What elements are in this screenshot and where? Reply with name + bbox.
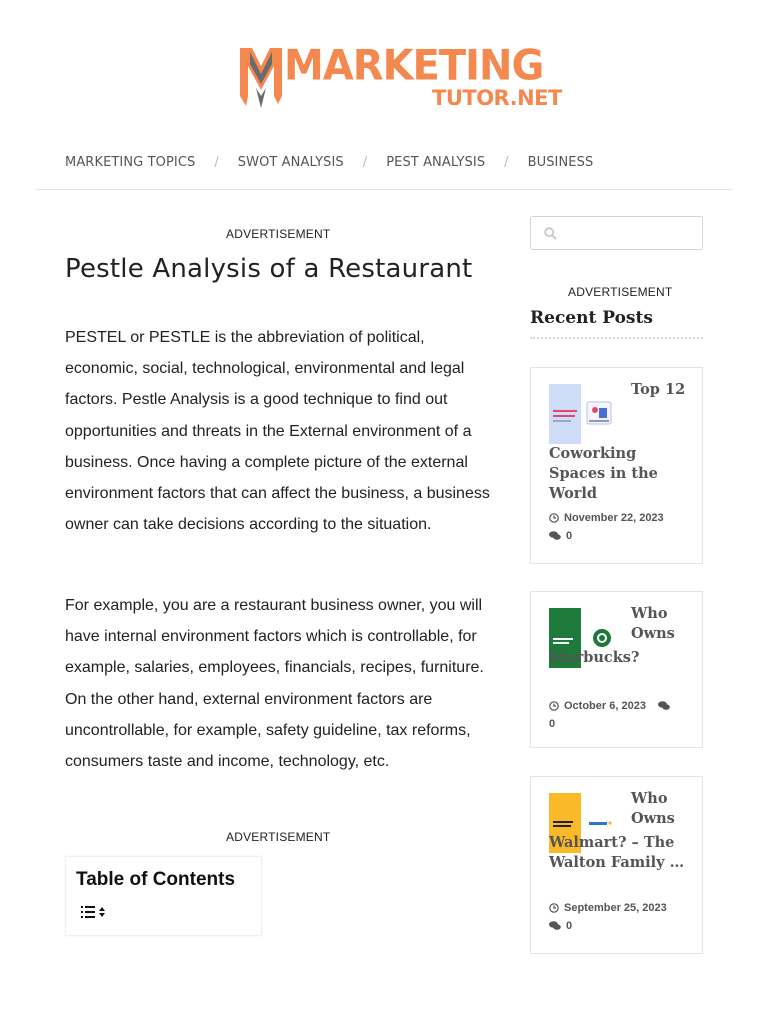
nav-separator: / [362,154,368,170]
post-date: September 25, 2023 [549,902,667,914]
logo-word-marketing: MARKETING [284,41,544,91]
comments-icon [549,531,561,541]
clock-icon [549,513,559,523]
recent-post-card[interactable] [530,367,703,564]
nav-separator: / [214,154,219,170]
nav-separator: / [504,154,509,170]
nav-item-swot-analysis[interactable]: SWOT ANALYSIS [237,154,344,170]
nav-divider [36,189,732,190]
nav-item-business[interactable]: BUSINESS [527,154,594,170]
toc-toggle-list-icon[interactable] [81,905,109,919]
post-comments[interactable]: 0 [549,718,556,730]
post-date: October 6, 2023 [564,700,646,712]
recent-posts-heading: Recent Posts [530,308,653,328]
clock-icon [549,701,559,711]
recent-post-title[interactable]: Top 12 Coworking Spaces in the World [549,381,686,502]
recent-post-card[interactable] [530,776,703,954]
article-paragraph-2: For example, you are a restaurant business owner, you will have internal environment factors which is controllable, for example, salaries, employees, financials, recipes, furniture. On the other hand, external environment factors are uncontrollable, for example, safety guideline, tax reforms, consumers taste and income, technology, etc. [65,597,484,771]
main-navigation [65,152,593,172]
clock-icon [549,903,559,913]
search-icon [544,227,557,240]
advertisement-label-bottom: ADVERTISEMENT [226,830,331,844]
advertisement-label-top: ADVERTISEMENT [226,227,331,241]
nav-item-pest-analysis[interactable]: PEST ANALYSIS [386,154,486,170]
toc-title: Table of Contents [76,869,236,890]
comments-icon [549,921,561,931]
logo-m-icon [238,44,284,110]
post-date: November 22, 2023 [549,512,664,524]
logo-word-tutor-net: TUTOR.NET [432,86,562,110]
recent-post-title[interactable]: Who Owns Starbucks? [549,605,675,666]
advertisement-label-sidebar: ADVERTISEMENT [568,285,673,299]
recent-post-title[interactable]: Who Owns Walmart? – The Walton Family … [549,790,685,871]
comments-icon [658,701,670,711]
article-paragraph-1: PESTEL or PESTLE is the abbreviation of political, economic, social, technological, environmental and legal factors. Pestle Analysis is a good technique to find out opportunities and threats in the External environment of a business. Once having a complete picture of the external environment factors that can affect the business, a business owner can take decisions according to the situation. [65,329,490,534]
page-title: Pestle Analysis of a Restaurant [65,254,473,284]
post-comments[interactable]: 0 [549,530,572,542]
recent-post-card[interactable] [530,591,703,748]
search-box [530,216,703,250]
search-input[interactable] [563,221,698,245]
table-of-contents [65,856,262,936]
post-meta [549,697,689,733]
site-logo[interactable] [238,41,562,112]
post-comments[interactable]: 0 [549,920,572,932]
recent-posts-divider [530,337,703,339]
nav-item-marketing-topics[interactable]: MARKETING TOPICS [65,154,196,170]
